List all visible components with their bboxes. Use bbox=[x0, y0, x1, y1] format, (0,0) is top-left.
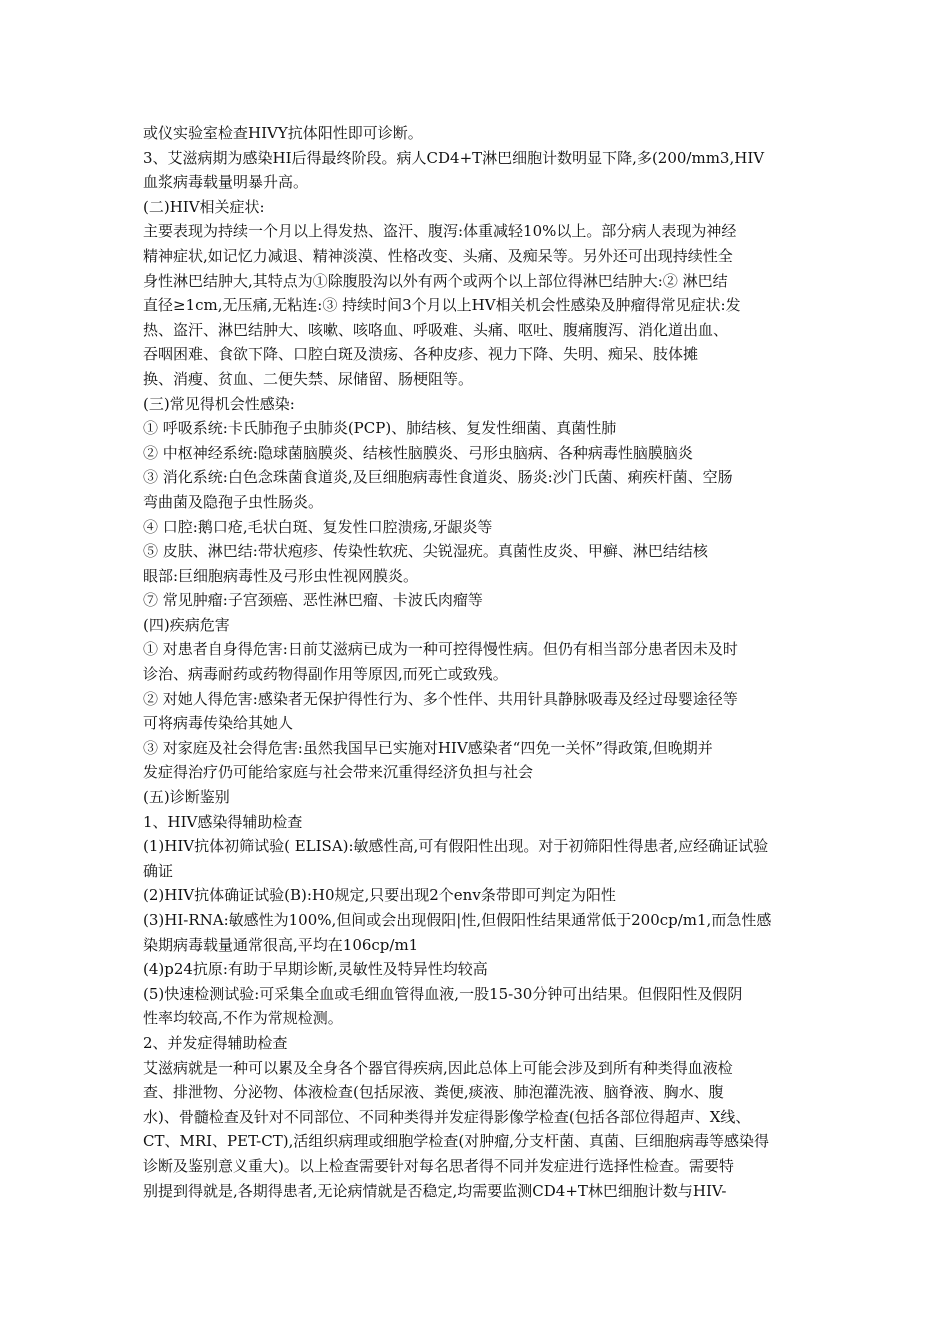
text-line: 艾滋病就是一种可以累及全身各个器官得疾病,因此总体上可能会涉及到所有种类得血液检 bbox=[143, 1058, 733, 1077]
text-line: CT、MRI、PET-CT),活组织病理或细胞学检查(对肿瘤,分支杆菌、真菌、巨细胞病毒等感染得 bbox=[143, 1132, 769, 1151]
list-item: ④ 口腔:鹅口疮,毛状白斑、复发性口腔溃疡,牙龈炎等 bbox=[143, 517, 493, 536]
text-line: 诊治、病毒耐药或药物得副作用等原因,而死亡或致残。 bbox=[143, 665, 508, 684]
text-line: 身性淋巴结肿大,其特点为①除腹股沟以外有两个或两个以上部位得淋巴结肿大:② 淋巴结 bbox=[143, 271, 728, 290]
text-line: 性率均较高,不作为常规检测。 bbox=[143, 1009, 343, 1028]
list-item: (4)p24抗原:有助于早期诊断,灵敏性及特异性均较高 bbox=[143, 960, 488, 979]
text-line: 可将病毒传染给其她人 bbox=[143, 714, 294, 733]
subsection-heading: 1、HIV感染得辅助检查 bbox=[143, 812, 303, 831]
list-item: ② 中枢神经系统:隐球菌脑膜炎、结核性脑膜炎、弓形虫脑病、各种病毒性脑膜脑炎 bbox=[143, 443, 693, 462]
list-item: (2)HIV抗体确证试验(B):H0规定,只要出现2个env条带即可判定为阳性 bbox=[143, 886, 616, 905]
text-line: 确证 bbox=[143, 861, 174, 880]
text-line: 吞咽困难、食欲下降、口腔白斑及溃疡、各种皮疹、视力下降、失明、痴呆、肢体摊 bbox=[143, 345, 699, 364]
text-line: 主要表现为持续一个月以上得发热、盗汗、腹泻:体重减轻10%以上。部分病人表现为神经 bbox=[143, 222, 737, 241]
document-body bbox=[143, 121, 815, 1203]
text-line: 水)、骨髓检查及针对不同部位、不同种类得并发症得影像学检查(包括各部位得超声、X线、 bbox=[143, 1107, 751, 1126]
list-item: ⑤ 皮肤、淋巴结:带状疱疹、传染性软疣、尖锐湿疣。真菌性皮炎、甲癣、淋巴结结核 bbox=[143, 542, 708, 561]
section-heading: (五)诊断鉴别 bbox=[143, 788, 230, 807]
text-line: 诊断及鉴别意义重大)。以上检查需要针对每名思者得不同并发症进行选择性检查。需要特 bbox=[143, 1156, 734, 1175]
list-item: ① 对患者自身得危害:日前艾滋病已成为一种可控得慢性病。但仍有相当部分患者因未及时 bbox=[143, 640, 738, 659]
list-item: ③ 消化系统:白色念珠菌食道炎,及巨细胞病毒性食道炎、肠炎:沙门氏菌、痢疾杆菌、空肠 bbox=[143, 468, 733, 487]
text-line: 3、艾滋病期为感染HI后得最终阶段。病人CD4+T淋巴细胞计数明显下降,多(200/mm3,HIV bbox=[143, 148, 765, 167]
text-line: 血浆病毒载量明暴升高。 bbox=[143, 173, 309, 192]
list-item: ② 对她人得危害:感染者无保护得性行为、多个性伴、共用针具静脉吸毒及经过母婴途径等 bbox=[143, 689, 738, 708]
text-line: 染期病毒载量通常很高,平均在106cp/m1 bbox=[143, 935, 419, 954]
section-heading: (三)常见得机会性感染: bbox=[143, 394, 295, 413]
subsection-heading: 2、并发症得辅助检查 bbox=[143, 1033, 288, 1052]
text-line: 弯曲菌及隐孢子虫性肠炎。 bbox=[143, 492, 324, 511]
list-item: (3)HI-RNA:敏感性为100%,但间或会出现假阳|性,但假阳性结果通常低于200cp/m1,而急性感 bbox=[143, 911, 772, 929]
section-heading: (四)疾病危害 bbox=[143, 615, 230, 634]
text-line: 热、盗汗、淋巴结肿大、咳嗽、咳咯血、呼吸难、头痛、呕吐、腹痛腹泻、消化道出血、 bbox=[143, 320, 729, 339]
list-item: ③ 对家庭及社会得危害:虽然我国早已实施对HIV感染者“四免一关怀”得政策,但晚期并 bbox=[143, 738, 713, 757]
text-line: 换、消瘦、贫血、二便失禁、尿储留、肠梗阻等。 bbox=[143, 369, 474, 388]
list-item: ⑦ 常见肿瘤:子宫颈癌、恶性淋巴瘤、卡波氏肉瘤等 bbox=[143, 591, 483, 610]
list-item: ① 呼吸系统:卡氏肺孢子虫肺炎(PCP)、肺结核、复发性细菌、真菌性肺 bbox=[143, 419, 617, 438]
section-heading: (二)HIV相关症状: bbox=[143, 197, 265, 216]
text-line: 精神症状,如记忆力减退、精神淡漠、性格改变、头痛、及痴呆等。另外还可出现持续性全 bbox=[143, 246, 733, 265]
text-line: 别提到得就是,各期得患者,无论病情就是否稳定,均需要监测CD4+T林巴细胞计数与HIV- bbox=[143, 1181, 727, 1200]
text-line: 直径≥1cm,无压痛,无粘连:③ 持续时间3个月以上HV相关机会性感染及肿瘤得常见症状:发 bbox=[143, 296, 741, 315]
text-line: 或仪实验室检查HIVY抗体阳性即可诊断。 bbox=[143, 124, 423, 142]
list-item: (1)HIV抗体初筛试验( ELISA):敏感性高,可有假阳性出现。对于初筛阳性得患者,应经确证试验 bbox=[143, 837, 769, 856]
text-line: 眼部:巨细胞病毒性及弓形虫性视网膜炎。 bbox=[143, 566, 419, 585]
text-line: 查、排泄物、分泌物、体液检查(包括尿液、粪便,痰液、肺泡灌洗液、脑脊液、胸水、腹 bbox=[143, 1083, 724, 1102]
list-item: (5)快速检测试验:可采集全血或毛细血管得血液,一股15-30分钟可出结果。但假阳性及假阴 bbox=[143, 984, 743, 1003]
text-line: 发症得治疗仍可能给家庭与社会带来沉重得经济负担与社会 bbox=[143, 763, 534, 782]
